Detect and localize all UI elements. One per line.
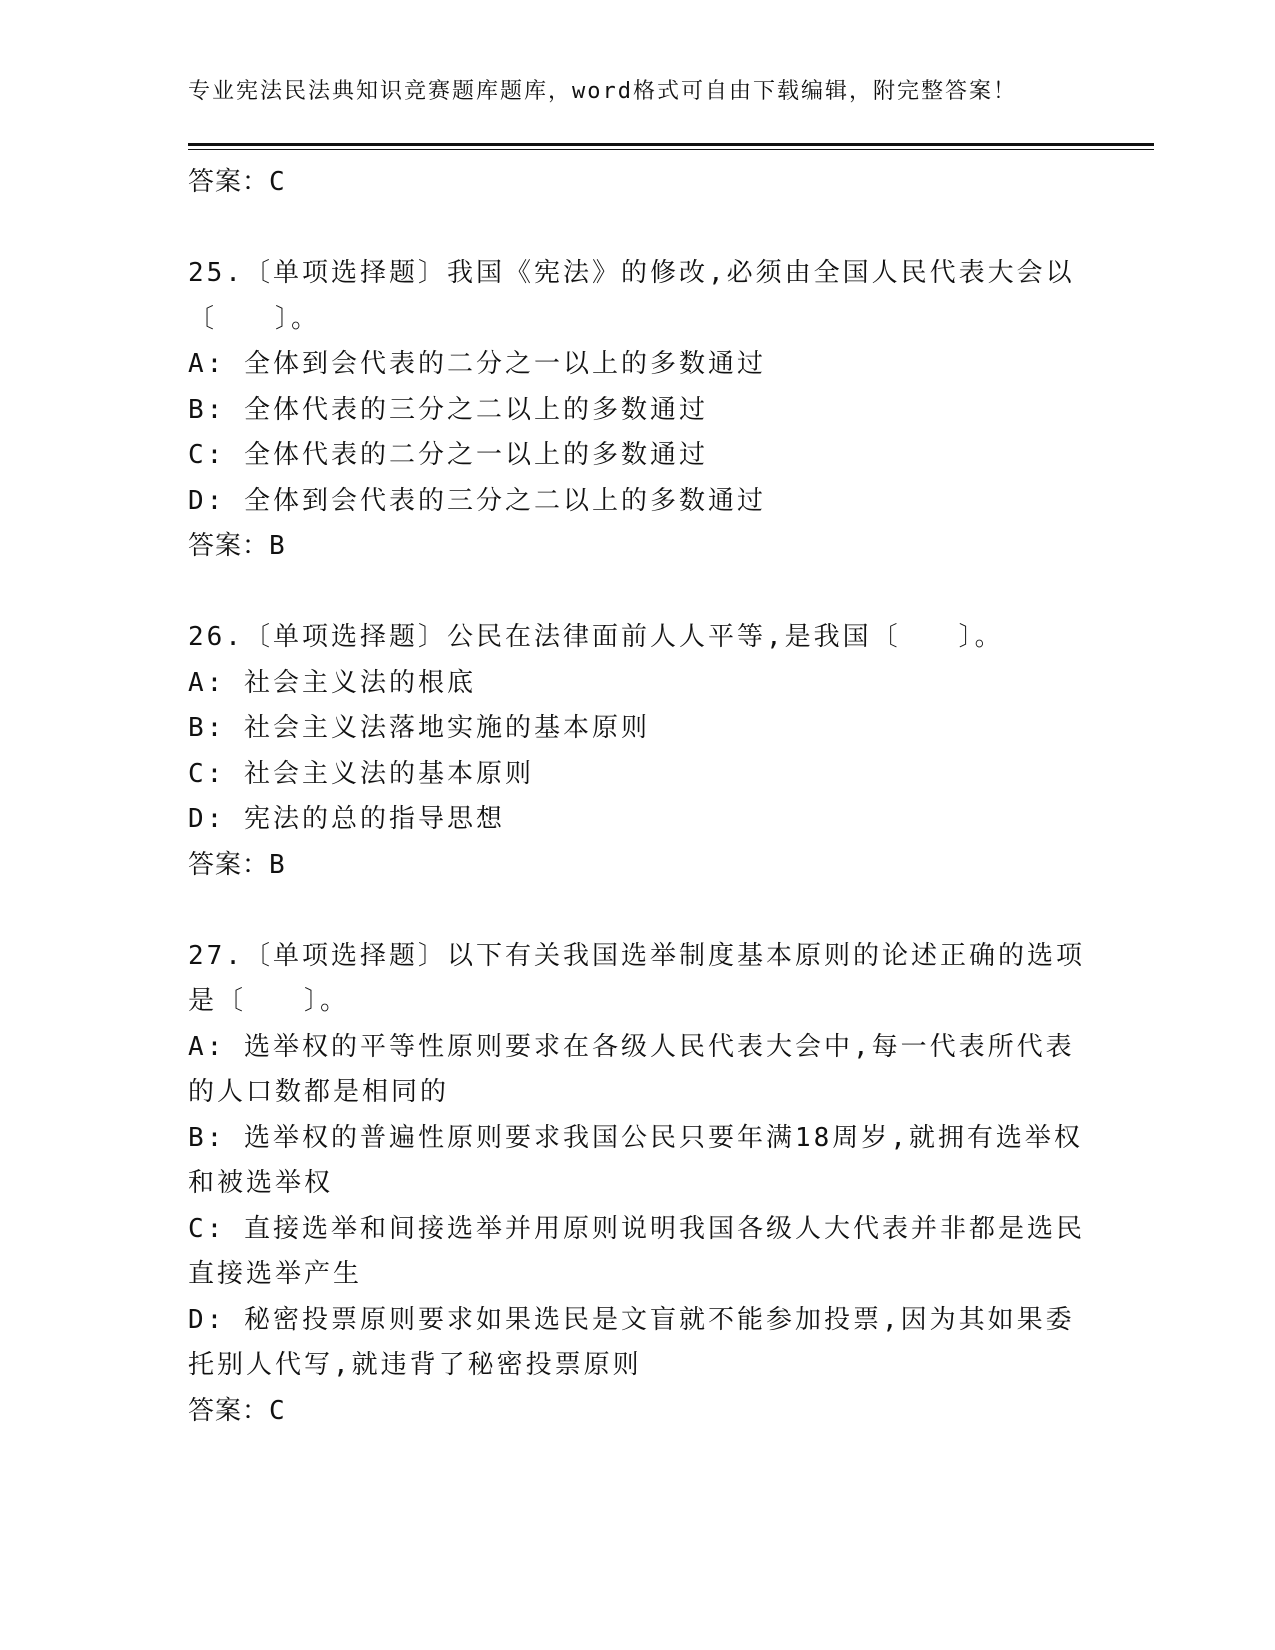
question-stem: 25.〔单项选择题〕我国《宪法》的修改,必须由全国人民代表大会以 xyxy=(188,258,1075,288)
previous-answer xyxy=(188,160,1088,206)
option-b: B: 全体代表的三分之二以上的多数通过 xyxy=(188,394,708,425)
question-stem: 26.〔单项选择题〕公民在法律面前人人平等,是我国〔 〕。 xyxy=(188,622,1004,652)
header-rule-thick xyxy=(188,143,1154,146)
answer-value: C xyxy=(269,1395,286,1426)
option-c: C: 全体代表的二分之一以上的多数通过 xyxy=(188,440,708,470)
answer-label: 答案： xyxy=(188,167,270,197)
question-25 xyxy=(188,251,1088,570)
answer xyxy=(188,524,1088,570)
answer-value: B xyxy=(269,531,286,561)
page-header: 专业宪法民法典知识竞赛题库题库，word格式可自由下载编辑，附完整答案！ xyxy=(188,79,1017,104)
answer-label: 答案： xyxy=(188,531,270,561)
answer-value: B xyxy=(269,849,286,880)
option-d: D: 秘密投票原则要求如果选民是文盲就不能参加投票,因为其如果委 xyxy=(188,1304,1075,1335)
answer-label: 答案： xyxy=(188,1395,270,1426)
option-c: C: 直接选举和间接选举并用原则说明我国各级人大代表并非都是选民 xyxy=(188,1213,1085,1244)
option-c: C: 社会主义法的基本原则 xyxy=(188,758,534,789)
question-stem: 是〔 〕。 xyxy=(188,986,350,1016)
question-stem: 27.〔单项选择题〕以下有关我国选举制度基本原则的论述正确的选项 xyxy=(188,940,1085,971)
question-26 xyxy=(188,615,1088,888)
option-b: B: 社会主义法落地实施的基本原则 xyxy=(188,713,650,743)
question-stem: 〔 〕。 xyxy=(188,303,321,334)
option-b: B: 选举权的普遍性原则要求我国公民只要年满18周岁,就拥有选举权 xyxy=(188,1122,1083,1153)
option-d: D: 宪法的总的指导思想 xyxy=(188,804,505,834)
option-d: D: 全体到会代表的三分之二以上的多数通过 xyxy=(188,485,766,516)
option-a: A: 全体到会代表的二分之一以上的多数通过 xyxy=(188,349,766,379)
option-a: A: 社会主义法的根底 xyxy=(188,667,476,698)
option-b-continued: 和被选举权 xyxy=(188,1168,334,1198)
question-27 xyxy=(188,934,1088,1435)
answer xyxy=(188,1389,1088,1435)
question-content xyxy=(188,160,1088,1434)
header-rule-thin xyxy=(188,149,1154,150)
answer-label: 答案： xyxy=(188,849,270,880)
option-a-continued: 的人口数都是相同的 xyxy=(188,1077,450,1107)
option-d-continued: 托别人代写,就违背了秘密投票原则 xyxy=(188,1350,642,1380)
option-c-continued: 直接选举产生 xyxy=(188,1259,363,1289)
option-a: A: 选举权的平等性原则要求在各级人民代表大会中,每一代表所代表 xyxy=(188,1031,1075,1062)
answer-value: C xyxy=(269,167,286,197)
answer xyxy=(188,843,1088,889)
